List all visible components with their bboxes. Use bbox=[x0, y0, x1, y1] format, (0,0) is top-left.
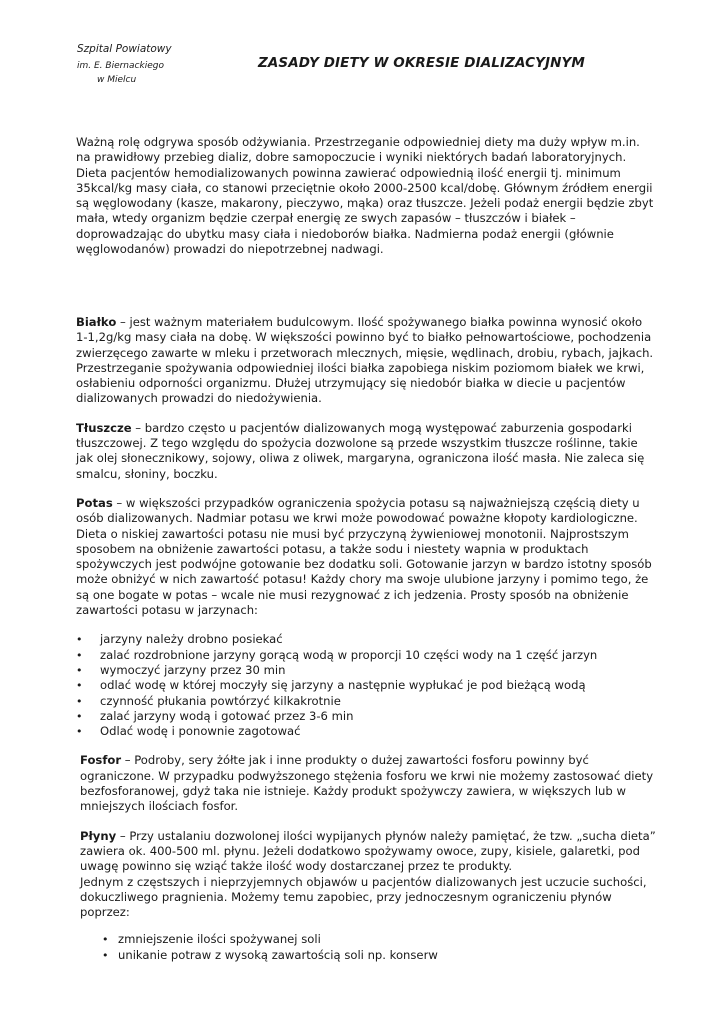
hospital-line2: im. E. Biernackiego bbox=[77, 61, 164, 71]
potassium-steps-list bbox=[76, 632, 656, 739]
list-item: • odlać wodę w której moczyły się jarzyny a następnie wypłukać je pod bieżącą wodą bbox=[76, 678, 586, 693]
protein-heading: Białko bbox=[76, 315, 117, 329]
phosphorus-text: – Podroby, sery żółte jak i inne produkty o dużej zawartości fosforu powinny być ograniczone. W przypadku podwyższonego stężenia fosforu we krwi nie możemy zastosować diety bezfosforanowej, gdyż taka nie istnieje. Każdy produkt spożywczy zawiera, w większych lub w mniejszych ilościach fosfor. bbox=[80, 753, 654, 814]
phosphorus-paragraph bbox=[76, 753, 656, 814]
fats-text: – bardzo często u pacjentów dializowanych mogą występować zaburzenia gospodarki tłuszczowej. Z tego względu do spożycia dozwolone są przede wszystkim tłuszcze roślinne, takie jak olej słonecznikowy, sojowy, oliwa z oliwek, margaryna, ograniczona ilość masła. Nie zaleca się smalcu, słoniny, boczku. bbox=[76, 420, 645, 481]
fats-heading: Tłuszcze bbox=[76, 420, 132, 435]
bullet-icon: • bbox=[76, 709, 83, 723]
intro-paragraph: Ważną rolę odgrywa sposób odżywiania. Przestrzeganie odpowiedniej diety ma duży wpływ m.in. na prawidłowy przebieg dializ, dobre samopoczucie i wyniki niektórych badań laboratoryjnych. Dieta pacjentów hemodializowanych powinna zawierać odpowiednią ilość energii tj. minimum 35kcal/kg masy ciała, co stanowi przeciętnie około 2000-2500 kcal/dobę. Głównym źródłem energii są węglowodany (kasze, makarony, pieczywo, mąka) oraz tłuszcze. Jeżeli podaż energii będzie zbyt mała, wtedy organizm będzie czerpał energię ze swych zapasów – tłuszczów i białek – doprowadzając do ubytku masy ciała i niedoborów białka. Nadmierna podaż energii (głównie węglowodanów) prowadzi do niepotrzebnej nadwagi. bbox=[76, 135, 654, 257]
list-item: • jarzyny należy drobno posiekać bbox=[76, 632, 283, 647]
list-item: • zalać rozdrobnione jarzyny gorącą wodą w proporcji 10 części wody na 1 część jarzyn bbox=[76, 647, 598, 662]
intro-section bbox=[76, 135, 656, 257]
list-item: • Odlać wodę i ponownie zagotować bbox=[76, 724, 301, 739]
fluids-list bbox=[76, 932, 656, 963]
fats-paragraph bbox=[76, 421, 656, 482]
protein-paragraph bbox=[76, 315, 656, 407]
fluids-paragraph bbox=[76, 829, 656, 875]
document-title: ZASADY DIETY W OKRESIE DIALIZACYJNYM bbox=[258, 55, 585, 71]
hospital-name bbox=[77, 42, 172, 87]
bullet-icon: • bbox=[76, 679, 83, 693]
list-item: • zmniejszenie ilości spożywanej soli bbox=[102, 932, 321, 947]
bullet-icon: • bbox=[76, 663, 83, 677]
bullet-icon: • bbox=[76, 694, 83, 708]
fluids-text: – Przy ustalaniu dozwolonej ilości wypijanych płynów należy pamiętać, że tzw. „sucha dieta” zawiera ok. 400-500 ml. płynu. Jeżeli dodatkowo spożywamy owoce, zupy, kisiele, galaretki, pod uwagę powinno się wziąć także ilość wody dostarczanej przez te produkty. bbox=[80, 828, 656, 874]
phosphorus-heading: Fosfor bbox=[80, 753, 122, 768]
list-item: • czynność płukania powtórzyć kilkakrotnie bbox=[76, 693, 341, 708]
list-item: • unikanie potraw z wysoką zawartością soli np. konserw bbox=[102, 947, 438, 962]
hospital-line1: Szpital Powiatowy bbox=[77, 43, 172, 55]
list-item: • zalać jarzyny wodą i gotować przez 3-6 min bbox=[76, 708, 354, 723]
fluids-paragraph-2: Jednym z częstszych i nieprzyjemnych objawów u pacjentów dializowanych jest uczucie suchości, dokuczliwego pragnienia. Możemy temu zapobiec, przy jednoczesnym ograniczeniu płynów poprzez: bbox=[80, 874, 647, 920]
bullet-icon: • bbox=[76, 648, 83, 662]
potassium-heading: Potas bbox=[76, 495, 113, 510]
fluids-heading: Płyny bbox=[80, 828, 117, 843]
hospital-line3: w Mielcu bbox=[97, 75, 137, 85]
potassium-paragraph bbox=[76, 496, 656, 618]
bullet-icon: • bbox=[102, 948, 109, 962]
bullet-icon: • bbox=[76, 725, 83, 739]
list-item: • wymoczyć jarzyny przez 30 min bbox=[76, 662, 286, 677]
protein-text: – jest ważnym materiałem budulcowym. Ilość spożywanego białka powinna wynosić około 1-1,2g/kg masy ciała na dobę. W większości powinno być to białko pełnowartościowe, pochodzenia zwierzęcego zawarte w mleku i przetworach mlecznych, mięsie, wędlinach, drobiu, rybach, jajkach. Przestrzeganie spożywania odpowiedniej ilości białka zapobiega niskim poziomom białek we krwi, osłabieniu odporności organizmu. Dłużej utrzymujący się niedobór białka w diecie u pacjentów dializowanych prowadzi do niedożywienia. bbox=[76, 315, 654, 406]
bullet-icon: • bbox=[76, 633, 83, 647]
bullet-icon: • bbox=[102, 933, 109, 947]
potassium-text: – w większości przypadków ograniczenia spożycia potasu są najważniejszą częścią diety u osób dializowanych. Nadmiar potasu we krwi może powodować poważne kłopoty kardiologiczne. Dieta o niskiej zawartości potasu nie musi być przyczyną żywieniowej monotonii. Najprostszym sposobem na obniżenie zawartości potasu, a także sodu i niestety wapnia w produktach spożywczych jest podwójne gotowanie bez dodatku soli. Gotowanie jarzyn w bardzo istotny sposób może obniżyć w nich zawartość potasu! Każdy chory ma swoje ulubione jarzyny i pomimo tego, że są one bogate w potas – wcale nie musi rezygnować z ich jedzenia. Prosty sposób na obniżenie zawartości potasu w jarzynach: bbox=[76, 495, 652, 618]
nutrients-section bbox=[76, 315, 656, 963]
